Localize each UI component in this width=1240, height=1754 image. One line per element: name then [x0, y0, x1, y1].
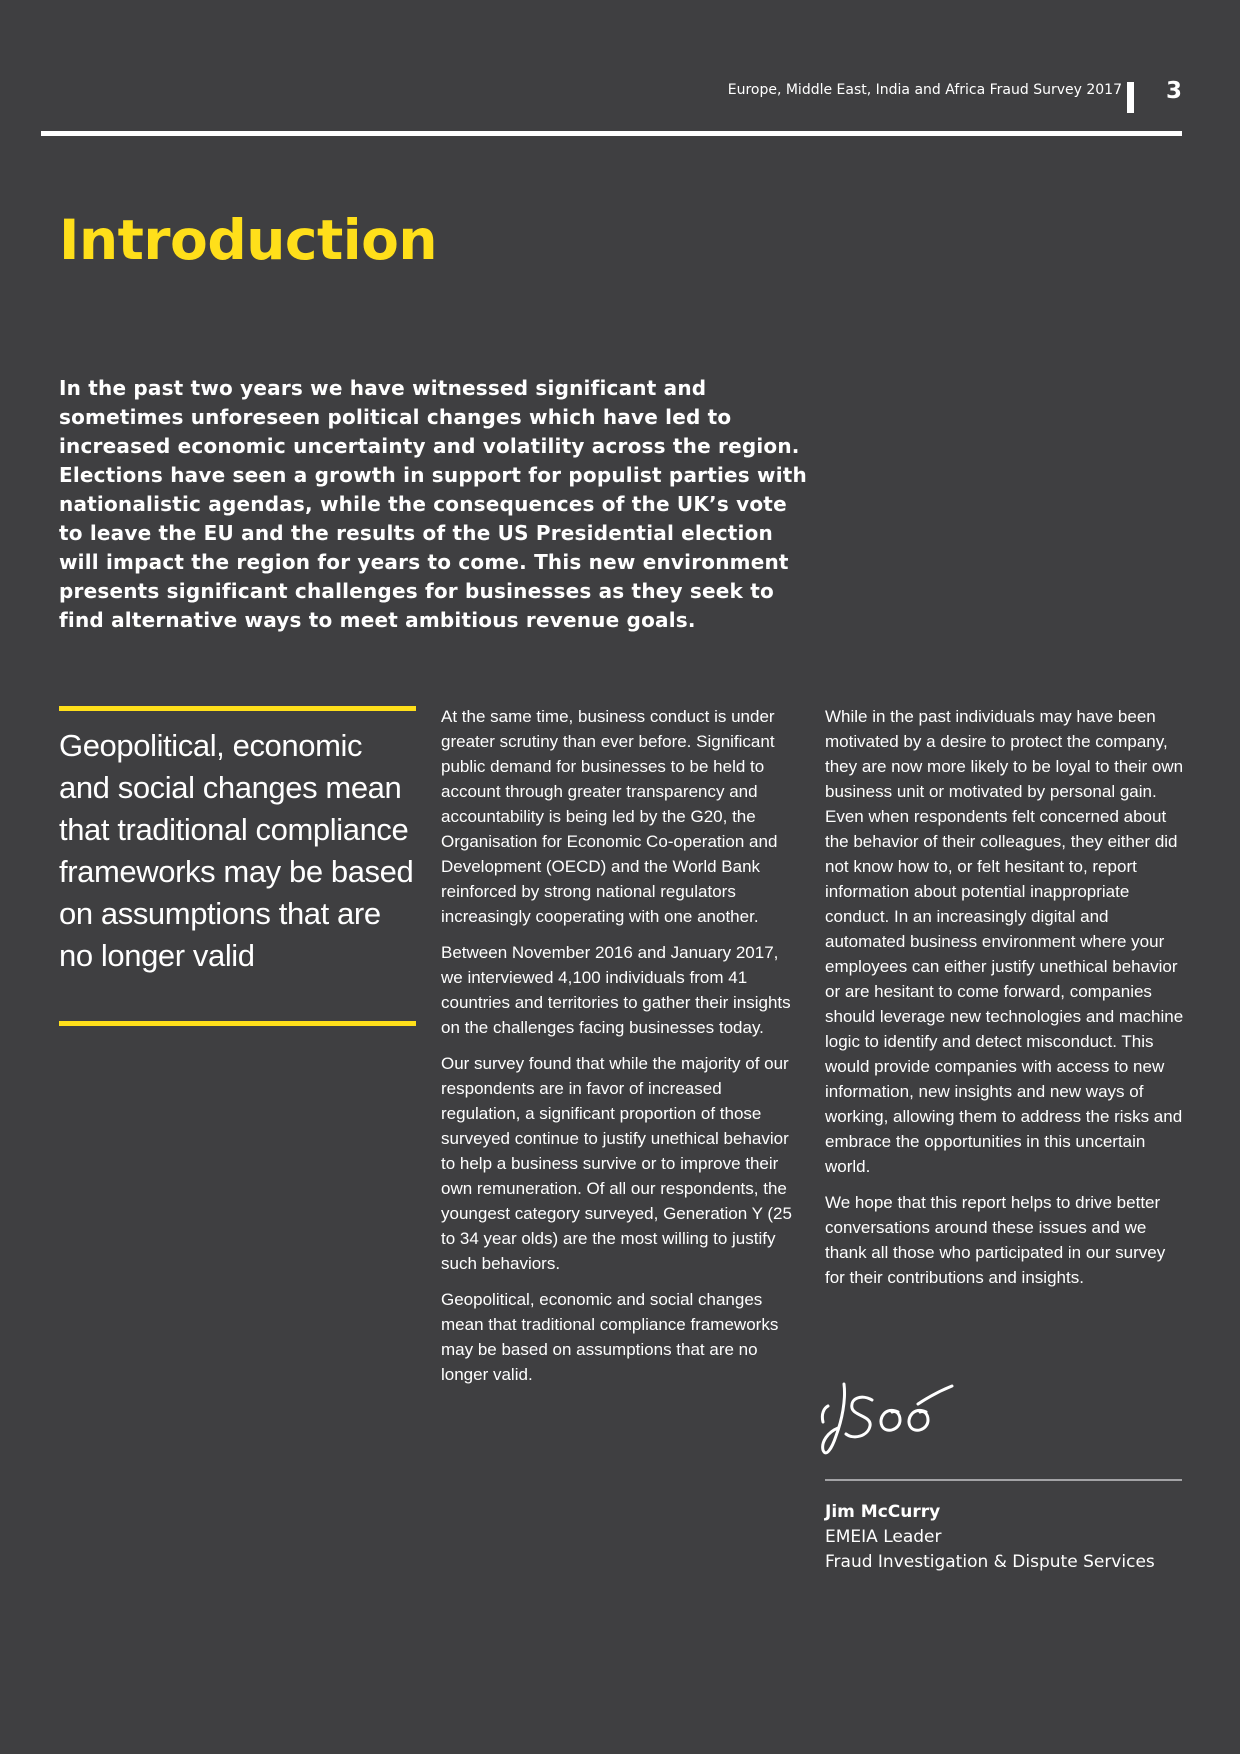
pull-quote-text: Geopolitical, economic and social changes mean that traditional compliance frameworks may be based on assumptions that are no longer valid — [59, 728, 414, 973]
signature-image — [820, 1378, 955, 1460]
signatory-name: Jim McCurry — [825, 1502, 941, 1522]
body-paragraph: Between November 2016 and January 2017, we interviewed 4,100 individuals from 41 countries and territories to gather their insights on the challenges facing businesses today. — [441, 943, 791, 1037]
signatory-block — [825, 1500, 1155, 1575]
body-column-middle — [441, 704, 801, 1398]
page-title: Introduction — [59, 208, 438, 272]
body-column-right — [825, 704, 1185, 1301]
body-paragraph: We hope that this report helps to drive better conversations around these issues and we thank all those who participated in our survey for their contributions and insights. — [825, 1193, 1166, 1287]
header-rule — [41, 131, 1182, 136]
page-header — [0, 0, 1240, 140]
body-paragraph: Geopolitical, economic and social changes mean that traditional compliance frameworks may be based on assumptions that are no longer valid. — [441, 1290, 779, 1384]
body-paragraph: Our survey found that while the majority of our respondents are in favor of increased regulation, a significant proportion of those surveyed continue to justify unethical behavior to help a business survive or to improve their own remuneration. Of all our respondents, the youngest category surveyed, Generation Y (25 to 34 year olds) are the most willing to justify such behaviors. — [441, 1054, 792, 1273]
signature-rule — [825, 1479, 1182, 1481]
signatory-department: Fraud Investigation & Dispute Services — [825, 1552, 1155, 1572]
page-number: 3 — [1166, 78, 1183, 104]
signatory-role: EMEIA Leader — [825, 1527, 942, 1547]
pull-quote — [59, 706, 416, 1026]
survey-title: Europe, Middle East, India and Africa Fraud Survey 2017 — [727, 82, 1122, 98]
header-separator-bar — [1127, 82, 1134, 113]
intro-paragraph: In the past two years we have witnessed significant and sometimes unforeseen political changes which have led to increased economic uncertainty and volatility across the region. Elections have seen a growth in support for populist parties with nationalistic agendas, while the consequences of the UK’s vote to leave the EU and the results of the US Presidential election will impact the region for years to come. This new environment presents significant challenges for businesses as they seek to find alternative ways to meet ambitious revenue goals. — [59, 376, 807, 632]
body-paragraph: While in the past individuals may have been motivated by a desire to protect the company, they are now more likely to be loyal to their own business unit or motivated by personal gain. Even when respondents felt concerned about the behavior of their colleagues, they either did not know how to, or felt hesitant to, report information about potential inappropriate conduct. In an increasingly digital and automated business environment where your employees can either justify unethical behavior or are hesitant to come forward, companies should leverage new technologies and machine logic to identify and detect misconduct. This would provide companies with access to new information, new insights and new ways of working, allowing them to address the risks and embrace the opportunities in this uncertain world. — [825, 707, 1184, 1176]
body-paragraph: At the same time, business conduct is under greater scrutiny than ever before. Significant public demand for businesses to be held to account through greater transparency and accountability is being led by the G20, the Organisation for Economic Co-operation and Development (OECD) and the World Bank reinforced by strong national regulators increasingly cooperating with one another. — [441, 707, 778, 926]
